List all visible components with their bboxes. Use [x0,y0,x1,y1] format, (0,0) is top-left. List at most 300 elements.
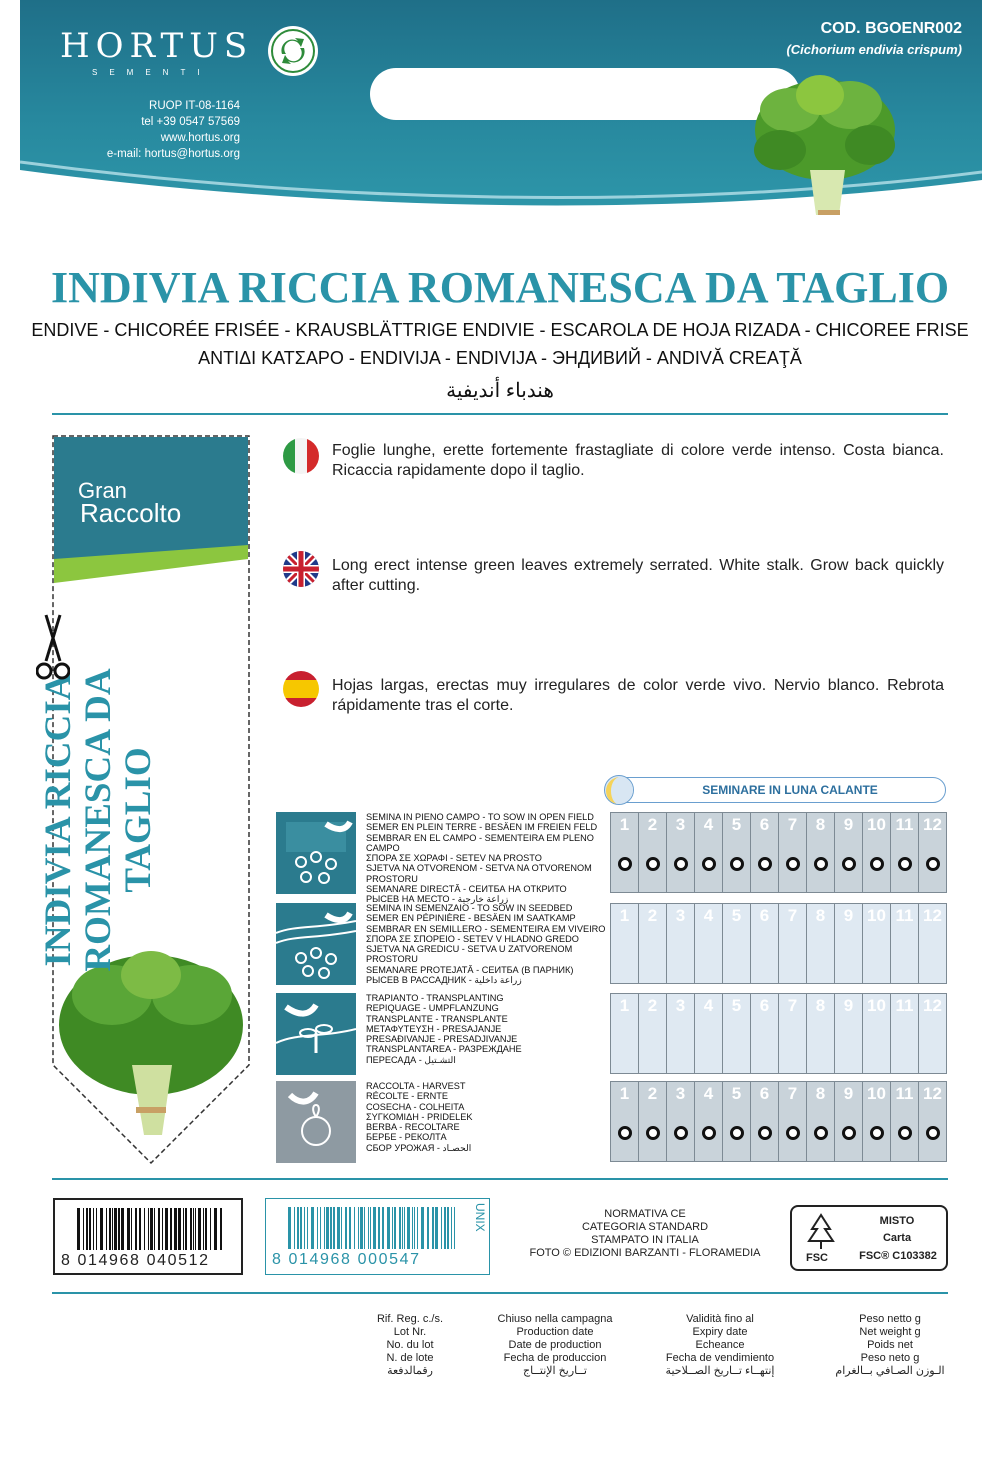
barcode-bar [454,1207,455,1249]
fsc-badge [790,1205,948,1271]
activity-harvest-text [366,1081,606,1153]
barcode-bar [158,1208,160,1250]
month-cell [835,904,863,983]
activity-open-field-text [366,812,606,905]
activity-line: SEMBRAR EN SEMILLERO - SEMENTEIRA EM VIVEIRO [366,923,606,934]
lot-line: Date de production [508,1339,602,1351]
month-number: 9 [843,906,854,925]
barcode-bar [131,1208,132,1250]
month-number: 9 [843,815,854,834]
ruop-code: RUOP IT-08-1164 [149,100,240,112]
barcode-bar [358,1207,359,1249]
month-cell [807,1082,835,1161]
label-blank-pill [370,68,800,120]
lot-line: Rif. Reg. c./s. [376,1313,444,1325]
barcode-bar [373,1207,376,1249]
barcode-bar [444,1207,446,1249]
website: www.hortus.org [160,132,240,144]
scissors-icon [36,613,70,683]
month-cell [667,1082,695,1161]
barcode-bar [432,1207,434,1249]
divider-top [52,413,948,415]
month-number: 5 [731,815,742,834]
month-cell [695,904,723,983]
green-dot-icon [268,26,318,76]
month-cell [723,994,751,1073]
italy-flag-icon [283,438,319,474]
barcode-bar [317,1207,318,1249]
activity-line: ΣΠΟΡΑ ΣΕ ΣΠΟΡΕΙΟ - SETEV V HLADNO GREDO [366,933,579,944]
barcode-bar [447,1207,449,1249]
active-month-marker [758,857,772,871]
month-number: 6 [759,906,770,925]
barcode-bar [205,1208,207,1250]
month-number: 5 [731,1084,742,1103]
barcode-bar [127,1208,130,1250]
month-number: 10 [867,1084,886,1103]
activity-line: ΣΠΟΡΑ ΣΕ ΧΩΡΑΦΙ - SETEV NA PROSTO [366,853,542,864]
active-month-marker [814,857,828,871]
fsc-misto: MISTO [879,1215,915,1227]
month-cell [751,813,779,892]
month-cell [919,994,946,1073]
barcode-bar [195,1208,196,1250]
activity-line: SEMINA IN PIENO CAMPO - TO SOW IN OPEN FIELD [366,812,594,822]
month-cell [807,813,835,892]
norm-line: FOTO © EDIZIONI BARZANTI - FLORAMEDIA [529,1247,761,1259]
month-number: 11 [895,906,914,925]
month-cell [751,994,779,1073]
lot-line: No. du lot [386,1339,434,1351]
barcode-bar [139,1208,141,1250]
barcode-bar [86,1208,88,1250]
active-month-marker [870,1126,884,1140]
activity-line: SEMER EN PÉPINIÈRE - BESÄEN IM SAATKAMP [366,913,576,924]
hortus-logo: HORTUS [60,26,254,66]
month-cell [611,1082,639,1161]
ribbon-title-line-3: TAGLIO [118,747,159,893]
month-number: 1 [619,996,630,1015]
barcode-bar [382,1207,384,1249]
translations-line-1: ENDIVE - CHICORÉE FRISÉE - KRAUSBLÄTTRIGE ENDIVIE - ESCAROLA DE HOJA RIZADA - CHICOREE FRISE [31,320,969,340]
activity-line: БЕРБЕ - РЕКОЛТА [366,1132,447,1143]
lot-line: Lot Nr. [393,1326,427,1338]
barcode-bar [183,1208,184,1250]
lot-line: إنتهــاء تــاريخ الصــلاحية [665,1365,775,1377]
barcode-bar [148,1208,149,1250]
month-cell [891,904,919,983]
month-number: 3 [675,1084,686,1103]
calendar-row-transplant [610,993,947,1074]
barcode-bar [121,1208,124,1250]
month-number: 8 [815,906,826,925]
lot-line: Fecha de produccion [503,1352,607,1364]
barcode-bar [421,1207,424,1249]
phone: tel +39 0547 57569 [141,116,240,128]
activity-transplant-text [366,993,606,1065]
barcode-bar [100,1208,103,1250]
month-number: 3 [675,996,686,1015]
month-number: 2 [647,1084,658,1103]
month-cell [779,904,807,983]
barcode-bar [135,1208,137,1250]
month-cell [639,813,667,892]
net-weight-block [815,1313,965,1378]
barcode-bar [402,1207,403,1249]
lot-line: Fecha de vendimiento [665,1352,775,1364]
month-cell [779,1082,807,1161]
active-month-marker [898,857,912,871]
expiry-date-block [645,1313,795,1378]
month-number: 12 [923,906,942,925]
month-number: 9 [843,996,854,1015]
active-month-marker [730,1126,744,1140]
translations-arabic: هندباء أنديفية [446,380,554,402]
translations-line-2: ΑΝΤΙΔΙ ΚΑΤΣΑΡΟ - ENDIVIJA - ENDIVIJA - ЭНДИВИЙ - ANDIVĂ CREAŢĂ [198,348,802,368]
barcode-bar [165,1208,168,1250]
barcode-right-digits: 8 014968 000547 [272,1251,421,1268]
activity-line: SEMINA IN SEMENZAIO - TO SOW IN SEEDBED [366,903,573,913]
activity-line: РЫСЕВ В РАССАДНИК - زراعة داخلية [366,975,522,986]
harvest-icon [276,1081,356,1163]
activity-seedbed-text [366,903,606,985]
barcode-bar [150,1208,153,1250]
active-month-marker [618,1126,632,1140]
month-number: 8 [815,815,826,834]
open-field-sowing-icon [276,812,356,894]
waning-moon-icon [604,775,634,805]
regulatory-info [520,1208,770,1260]
active-month-marker [730,857,744,871]
barcode-bar [378,1207,380,1249]
activity-line: SJETVA NA GREDICU - SETVA U ZATVORENOM PROSTORU [366,944,573,965]
fsc-logo-text: FSC [806,1252,828,1264]
month-number: 1 [619,906,630,925]
lot-line: Validità fino al [686,1313,754,1325]
barcode-bar [77,1208,80,1250]
moon-label: SEMINARE IN LUNA CALANTE [702,783,878,797]
barcode-bar [404,1207,405,1249]
lot-number-block [335,1313,485,1378]
month-number: 10 [867,996,886,1015]
barcode-bar [106,1208,107,1250]
barcode-bar [326,1207,329,1249]
description-it: Foglie lunghe, erette fortemente frastagliate di colore verde intenso. Costa bianca. Ricaccia rapidamente dopo il taglio. [332,442,944,479]
month-number: 10 [867,815,886,834]
lot-line: Expiry date [692,1326,748,1338]
barcode-left-bars [77,1208,227,1250]
active-month-marker [674,1126,688,1140]
month-cell [751,1082,779,1161]
month-number: 11 [895,815,914,834]
barcode-bar [360,1207,363,1249]
month-cell [611,994,639,1073]
email: e-mail: hortus@hortus.org [106,148,240,160]
month-cell [891,1082,919,1161]
month-cell [863,1082,891,1161]
calendar-row-seedbed [610,903,947,984]
month-number: 2 [647,815,658,834]
activity-line: СБОР УРОЖАЯ - الحصـاد [366,1142,472,1153]
activity-line: PRESAĐIVANJE - PRESADJIVANJE [366,1034,518,1045]
month-cell [695,994,723,1073]
active-month-marker [702,1126,716,1140]
month-cell [695,1082,723,1161]
barcode-bar [109,1208,111,1250]
active-month-marker [870,857,884,871]
month-number: 5 [731,906,742,925]
month-number: 5 [731,996,742,1015]
barcode-bar [337,1207,340,1249]
month-number: 7 [787,815,798,834]
lot-line: Production date [516,1326,594,1338]
month-number: 4 [703,906,714,925]
lot-line: Peso neto g [860,1352,920,1364]
lot-line: Net weight g [859,1326,921,1338]
month-number: 12 [923,996,942,1015]
month-cell [919,813,946,892]
month-number: 7 [787,996,798,1015]
norm-line: STAMPATO IN ITALIA [591,1234,699,1246]
month-number: 11 [895,1084,914,1103]
divider-bottom [52,1292,948,1294]
barcode-bar [304,1207,305,1249]
active-month-marker [814,1126,828,1140]
contact-block [60,98,240,162]
ribbon-title-line-2: ROMANESCA DA [78,668,119,972]
calendar-row-open-field [610,812,947,893]
activity-line: SEMER EN PLEIN TERRE - BESÄEN IM FREIEN FELD [366,822,598,833]
barcode-left-digits: 8 014968 040512 [61,1252,210,1269]
month-cell [723,813,751,892]
product-code: COD. BGOENR002 [820,20,962,37]
month-cell [611,813,639,892]
month-cell [807,994,835,1073]
barcode-right-bars [288,1207,458,1249]
unix-label: UNIX [473,1203,487,1232]
month-number: 1 [619,815,630,834]
seedbed-sowing-icon [276,903,356,985]
barcode-bar [368,1207,369,1249]
divider-middle [52,1178,948,1180]
barcode-bar [83,1208,84,1250]
active-month-marker [926,1126,940,1140]
lot-line: رقمالدفعة [387,1365,433,1377]
active-month-marker [842,857,856,871]
barcode-bar [178,1208,181,1250]
barcode-bar [190,1208,192,1250]
month-cell [723,1082,751,1161]
month-cell [891,813,919,892]
month-cell [779,813,807,892]
fsc-carta: Carta [882,1232,912,1244]
activity-line: RACCOLTA - HARVEST [366,1081,466,1091]
barcode-bar [198,1208,201,1250]
month-cell [611,904,639,983]
month-cell [667,813,695,892]
month-number: 6 [759,996,770,1015]
barcode-bar [451,1207,452,1249]
month-cell [919,904,946,983]
barcode-bar [354,1207,355,1249]
barcode-bar [324,1207,325,1249]
barcode-left [53,1198,243,1275]
barcode-bar [435,1207,438,1249]
active-month-marker [758,1126,772,1140]
barcode-bar [93,1208,94,1250]
month-cell [667,904,695,983]
activity-line: REPIQUAGE - UMPFLANZUNG [366,1003,499,1014]
lot-line: N. de lote [386,1352,434,1364]
spain-flag-icon [283,671,319,707]
header-banner [20,0,982,215]
barcode-bar [414,1207,415,1249]
activity-line: ПЕРЕСАДА - التشـتيل [366,1054,456,1065]
barcode-bar [89,1208,91,1250]
month-number: 1 [619,1084,630,1103]
month-cell [695,813,723,892]
barcode-bar [300,1207,302,1249]
month-number: 6 [759,815,770,834]
month-cell [779,994,807,1073]
norm-line: CATEGORIA STANDARD [581,1221,709,1233]
barcode-bar [307,1207,308,1249]
gran-raccolto-brand-top: Gran [78,478,127,503]
month-number: 4 [703,996,714,1015]
barcode-bar [174,1208,177,1250]
month-cell [639,994,667,1073]
lot-line: Peso netto g [859,1313,921,1325]
barcode-bar [399,1207,401,1249]
month-cell [891,994,919,1073]
active-month-marker [898,1126,912,1140]
month-number: 9 [843,1084,854,1103]
month-number: 12 [923,1084,942,1103]
month-number: 8 [815,996,826,1015]
month-cell [639,1082,667,1161]
month-number: 4 [703,1084,714,1103]
barcode-bar [220,1208,222,1250]
barcode-bar [297,1207,299,1249]
lot-line: Chiuso nella campagna [497,1313,613,1325]
barcode-bar [364,1207,365,1249]
barcode-bar [170,1208,172,1250]
barcode-bar [427,1207,429,1249]
month-cell [919,1082,946,1161]
barcode-bar [193,1208,194,1250]
barcode-bar [370,1207,371,1249]
month-cell [835,994,863,1073]
barcode-bar [118,1208,120,1250]
activity-line: TRANSPLANTAREA - РАЗРЕЖДАНЕ [366,1044,522,1055]
month-cell [863,813,891,892]
month-cell [863,904,891,983]
hortus-logo-subtitle: SEMENTI [92,68,212,77]
activity-line: SEMANARE DIRECTĂ - СЕИТБА НА ОТКРИТО [366,884,567,895]
barcode-bar [210,1208,211,1250]
barcode-bar [394,1207,396,1249]
month-cell [807,904,835,983]
production-date-block [480,1313,630,1378]
barcode-bar [162,1208,163,1250]
month-number: 3 [675,906,686,925]
active-month-marker [702,857,716,871]
activity-line: TRANSPLANTE - TRANSPLANTE [366,1013,508,1024]
active-month-marker [786,1126,800,1140]
month-number: 8 [815,1084,826,1103]
active-month-marker [618,857,632,871]
barcode-bar [154,1208,155,1250]
activity-line: SEMBRAR EN EL CAMPO - SEMENTEIRA EM PLENO CAMPO [366,832,594,853]
barcode-bar [311,1207,314,1249]
description-es: Hojas largas, erectas muy irregulares de color verde vivo. Nervio blanco. Rebrota rápidamente tras el corte. [332,677,944,714]
activity-line: TRAPIANTO - TRANSPLANTING [366,993,504,1003]
ribbon-vertical-title [39,625,159,1015]
barcode-bar [417,1207,418,1249]
barcode-bar [294,1207,295,1249]
lot-line: تــاريخ الإنتــاج [523,1365,587,1377]
month-cell [835,813,863,892]
barcode-bar [203,1208,204,1250]
month-number: 10 [867,906,886,925]
activity-line: SEMANARE PROTEJATĂ - СЕИТБА (В ПАРНИК) [366,964,574,975]
barcode-bar [341,1207,342,1249]
barcode-bar [144,1208,145,1250]
month-number: 2 [647,996,658,1015]
endive-bunch-image [740,60,910,215]
month-number: 7 [787,906,798,925]
barcode-bar [112,1208,113,1250]
month-number: 11 [895,996,914,1015]
active-month-marker [646,857,660,871]
month-number: 4 [703,815,714,834]
fsc-code: FSC® C103382 [859,1250,937,1262]
activity-line: SJETVA NA OTVORENOM - SETVA NA OTVORENOM PROSTORU [366,863,592,884]
gran-raccolto-brand-bottom: Raccolto [80,498,182,528]
lot-line: Poids net [867,1339,913,1351]
activity-line: RÉCOLTE - ERNTE [366,1091,449,1102]
activity-line: ΜΕΤΑΦΥΤΕΥΣΗ - PRESAJANJE [366,1023,502,1034]
product-title: INDIVIA RICCIA ROMANESCA DA TAGLIO [50,263,950,312]
active-month-marker [842,1126,856,1140]
barcode-bar [407,1207,410,1249]
ribbon-title-line-1: INDIVIA RICCIA [38,673,79,967]
activity-line: РЫСЕВ НА МЕСТО - زراعة خارجية [366,894,509,905]
description-en: Long erect intense green leaves extremely serrated. White stalk. Grow back quickly after cutting. [332,557,944,594]
active-month-marker [926,857,940,871]
transplanting-icon [276,993,356,1075]
barcode-bar [345,1207,347,1249]
activity-line: ΣΥΓΚΟΜΙΔΗ - PRIDELEK [366,1111,473,1122]
month-cell [723,904,751,983]
month-number: 2 [647,906,658,925]
barcode-bar [185,1208,187,1250]
activity-line: COSECHA - COLHEITA [366,1101,465,1112]
lot-line: Echeance [695,1339,745,1351]
active-month-marker [646,1126,660,1140]
month-cell [835,1082,863,1161]
active-month-marker [674,857,688,871]
month-number: 7 [787,1084,798,1103]
norm-line: NORMATIVA CE [604,1208,686,1220]
month-cell [639,904,667,983]
month-number: 3 [675,815,686,834]
barcode-bar [412,1207,413,1249]
month-cell [667,994,695,1073]
activity-line: BERBA - RECOLTARE [366,1122,460,1133]
barcode-bar [392,1207,393,1249]
active-month-marker [786,857,800,871]
